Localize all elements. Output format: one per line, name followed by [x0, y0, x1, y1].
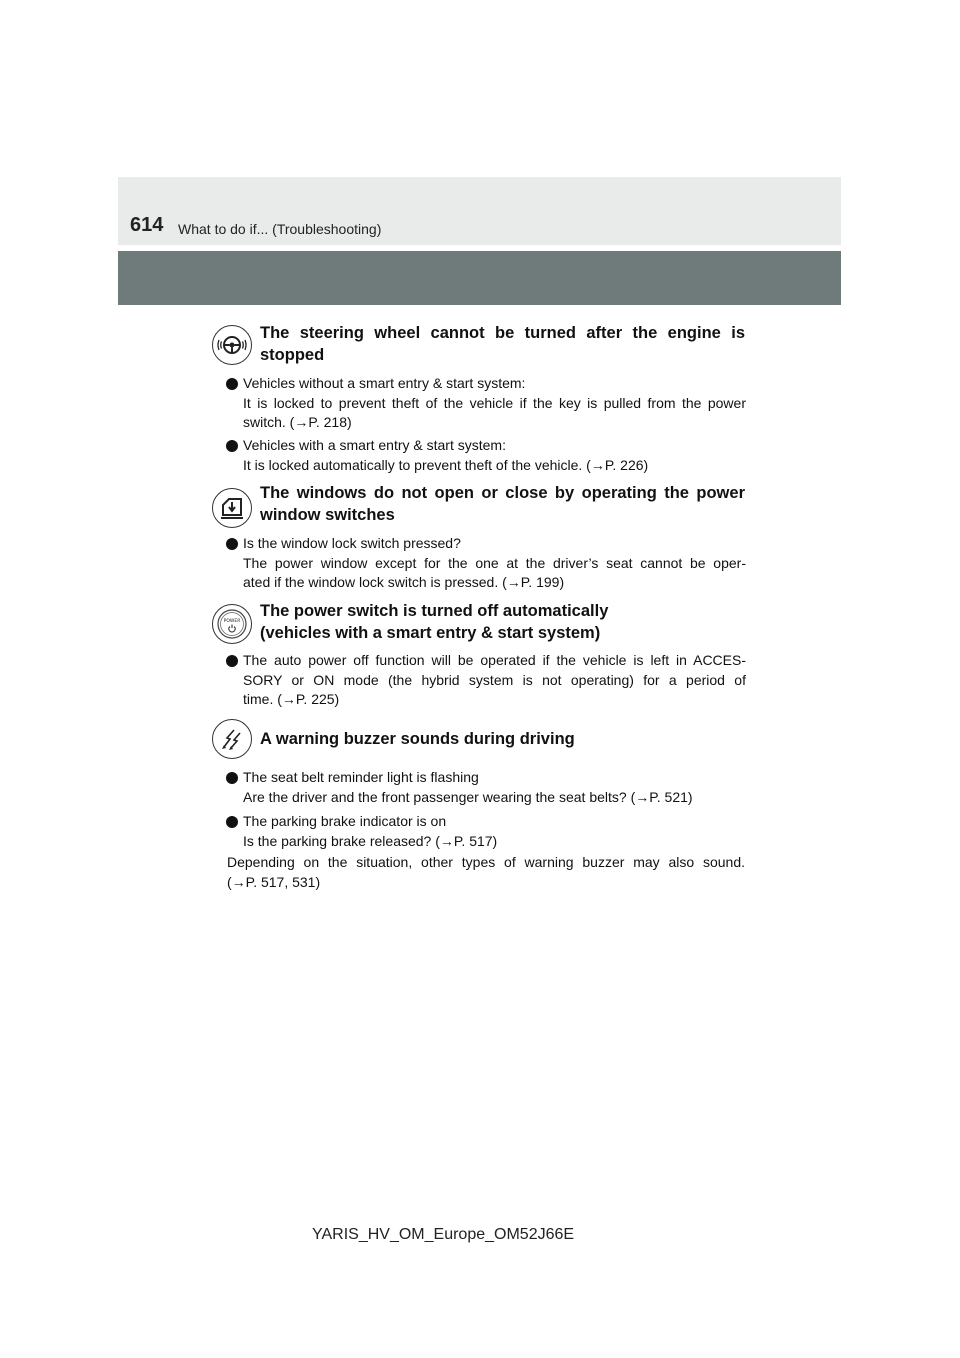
section-heading-power-switch: The power switch is turned off automatically (vehicles with a smart entry & start system)	[260, 602, 609, 642]
section-heading-buzzer: A warning buzzer sounds during driving	[260, 730, 575, 748]
list-item: The parking brake indicator is on Is the parking brake released? (→P. 517)	[226, 812, 746, 851]
page-number: 614	[130, 214, 164, 236]
bullet-icon	[226, 440, 238, 452]
header-dark-bar	[118, 251, 841, 305]
bullet-icon	[226, 816, 238, 828]
list-item: Vehicles with a smart entry & start system: It is locked automatically to prevent theft of the vehicle. (→P. 226)	[226, 436, 746, 475]
bullet-icon	[226, 772, 238, 784]
list-item: Is the window lock switch pressed? The power window except for the one at the driver’s seat cannot be oper- ated if the window lock switch is pressed. (→P. 199)	[226, 534, 746, 593]
buzzer-note: Depending on the situation, other types of warning buzzer may also sound. (→P. 517, 531)	[227, 854, 745, 890]
bullet-icon	[226, 655, 238, 667]
document-code: YARIS_HV_OM_Europe_OM52J66E	[312, 1226, 575, 1243]
warning-buzzer-icon	[212, 719, 252, 759]
steering-wheel-lock-icon	[212, 325, 252, 365]
bullet-icon	[226, 538, 238, 550]
section-title: What to do if... (Troubleshooting)	[178, 221, 382, 237]
section-heading-windows: The windows do not open or close by operating the power window switches	[260, 484, 745, 524]
power-button-label: POWER	[223, 619, 241, 624]
list-item: The seat belt reminder light is flashing Are the driver and the front passenger wearing the seat belts? (→P. 521)	[226, 768, 746, 807]
power-window-switch-icon	[212, 488, 252, 528]
power-button-icon	[212, 604, 252, 644]
list-item: Vehicles without a smart entry & start system: It is locked to prevent theft of the vehicle if the key is pulled from the power switch. (→P. 218)	[226, 374, 746, 433]
section-heading-steering: The steering wheel cannot be turned after the engine is stopped	[260, 324, 745, 364]
bullet-icon	[226, 378, 238, 390]
list-item: The auto power off function will be operated if the vehicle is left in ACCES- SORY or ON mode (the hybrid system is not operating) for a period of time. (→P. 225)	[226, 651, 746, 710]
